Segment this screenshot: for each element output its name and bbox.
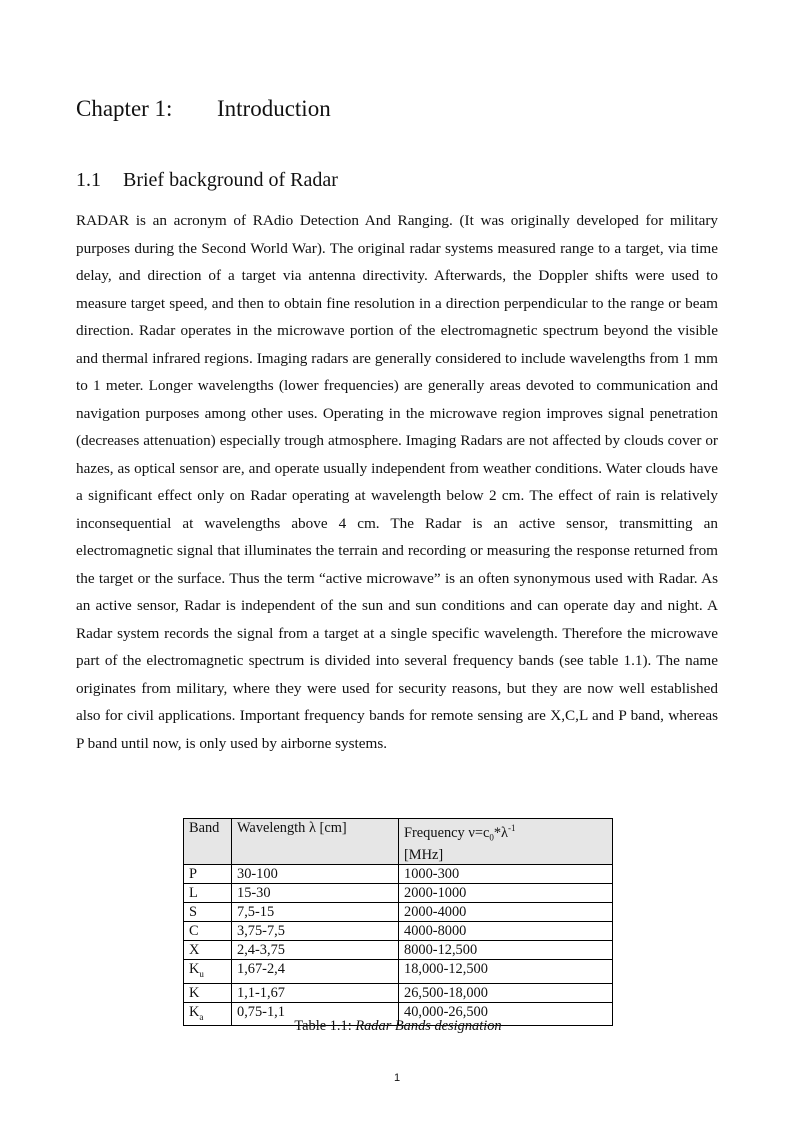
band-letter: S (189, 903, 198, 920)
wavelength-cell: 0,75-1,1 (232, 1002, 399, 1026)
chapter-number: Chapter 1: (76, 96, 173, 121)
band-letter: C (189, 922, 199, 939)
band-letter: K (189, 1003, 200, 1020)
frequency-cell: 40,000-26,500 (399, 1002, 613, 1026)
band-cell (184, 864, 232, 883)
frequency-cell: 4000-8000 (399, 921, 613, 940)
wavelength-cell: 3,75-7,5 (232, 921, 399, 940)
table-row (184, 883, 613, 902)
wavelength-cell: 1,67-2,4 (232, 959, 399, 983)
band-cell (184, 921, 232, 940)
wavelength-cell: 2,4-3,75 (232, 940, 399, 959)
header-frequency-mid: *λ (493, 824, 509, 841)
section-number: 1.1 (76, 169, 101, 191)
table-caption (183, 1018, 613, 1035)
radar-bands-table (183, 818, 613, 1026)
wavelength-cell: 30-100 (232, 864, 399, 883)
band-cell (184, 959, 232, 983)
table-row (184, 864, 613, 883)
band-letter: P (189, 865, 198, 882)
header-frequency-sub: 0 (489, 832, 494, 843)
section-heading (76, 169, 338, 192)
band-cell (184, 883, 232, 902)
table-row (184, 959, 613, 983)
wavelength-cell: 7,5-15 (232, 902, 399, 921)
header-band: Band (184, 819, 232, 865)
header-frequency-unit: [MHz] (404, 846, 444, 863)
frequency-cell: 2000-1000 (399, 883, 613, 902)
header-wavelength: Wavelength λ [cm] (232, 819, 399, 865)
chapter-heading (76, 96, 331, 122)
page-number: 1 (393, 1072, 401, 1084)
band-subscript: u (199, 968, 204, 979)
table-row (184, 983, 613, 1002)
band-letter: K (189, 960, 200, 977)
band-letter: X (189, 941, 200, 958)
chapter-title: Introduction (217, 96, 331, 121)
header-frequency-main: Frequency ν=c (404, 824, 490, 841)
caption-text: Radar Bands designation (355, 1018, 502, 1034)
band-letter: K (189, 984, 200, 1001)
wavelength-cell: 15-30 (232, 883, 399, 902)
header-frequency (399, 819, 613, 865)
header-frequency-sup: -1 (508, 823, 516, 833)
band-cell (184, 940, 232, 959)
band-cell (184, 902, 232, 921)
table-row (184, 921, 613, 940)
band-letter: L (189, 884, 198, 901)
section-title: Brief background of Radar (123, 169, 338, 191)
body-paragraph: RADAR is an acronym of RAdio Detection And Ranging. (It was originally developed for military purposes during the Second World War). The original radar systems measured range to a target, via time delay, and direction of a target via antenna directivity. Afterwards, the Doppler shifts were used to measure target speed, and then to obtain fine resolution in a direction perpendicular to the range or beam direction. Radar operates in the microwave portion of the electromagnetic spectrum beyond the visible and thermal infrared regions. Imaging radars are generally considered to include wavelengths from 1 mm to 1 meter. Longer wavelengths (lower frequencies) are generally areas devoted to communication and navigation purposes among other uses. Operating in the microwave region improves signal penetration (decreases attenuation) especially trough atmosphere. Imaging Radars are not affected by clouds cover or hazes, as optical sensor are, and operate usually independent from weather conditions. Water clouds have a significant effect only on Radar operating at wavelength below 2 cm. The effect of rain is relatively inconsequential at wavelengths above 4 cm. The Radar is an active sensor, transmitting an electromagnetic signal that illuminates the terrain and recording or measuring the response returned from the target or the surface. Thus the term “active microwave” is an often synonymous used with Radar. As an active sensor, Radar is independent of the sun and sun conditions and can operate day and night. A Radar system records the signal from a target at a single specific wavelength. Therefore the microwave part of the electromagnetic spectrum is divided into several frequency bands (see table 1.1). The name originates from military, where they were used for security reasons, but they are now well established also for civil applications. Important frequency bands for remote sensing are X,C,L and P band, whereas P band until now, is only used by airborne systems. (76, 212, 718, 752)
wavelength-cell: 1,1-1,67 (232, 983, 399, 1002)
band-subscript: a (199, 1011, 204, 1022)
frequency-cell: 26,500-18,000 (399, 983, 613, 1002)
band-cell (184, 983, 232, 1002)
table-row (184, 940, 613, 959)
frequency-cell: 8000-12,500 (399, 940, 613, 959)
caption-label: Table 1.1: (294, 1018, 352, 1034)
table-header-row (184, 819, 613, 865)
frequency-cell: 1000-300 (399, 864, 613, 883)
frequency-cell: 18,000-12,500 (399, 959, 613, 983)
table-row (184, 902, 613, 921)
frequency-cell: 2000-4000 (399, 902, 613, 921)
